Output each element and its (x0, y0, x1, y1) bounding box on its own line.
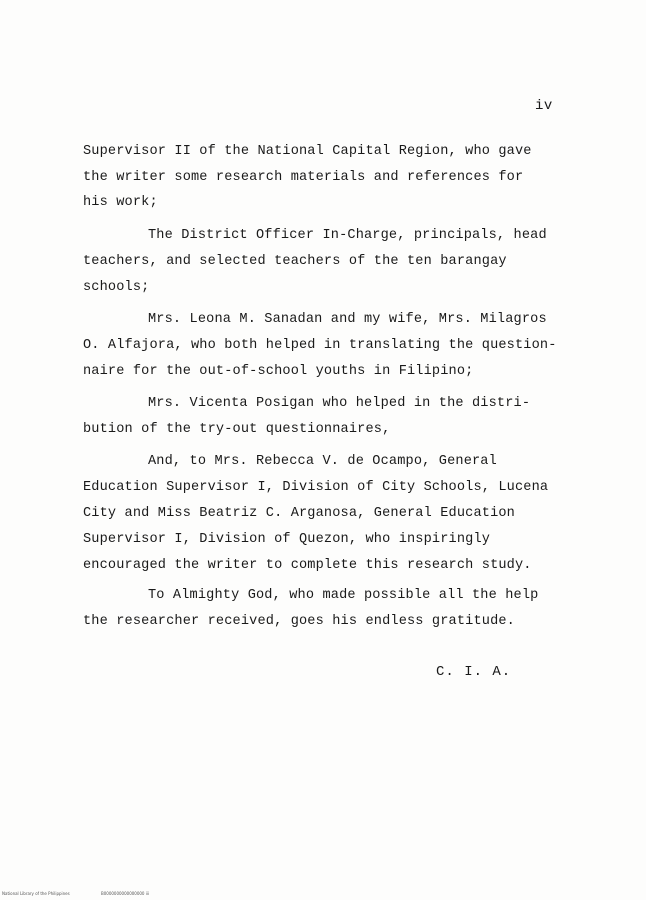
text-line: To Almighty God, who made possible all the help (148, 588, 539, 603)
text-line: the researcher received, goes his endless gratitude. (83, 614, 515, 629)
text-line: schools; (83, 280, 150, 295)
signature-initials: C. I. A. (436, 664, 512, 680)
text-line: Supervisor I, Division of Quezon, who inspiringly (83, 532, 491, 547)
text-line: encouraged the writer to complete this research study. (83, 558, 532, 573)
text-line: Mrs. Leona M. Sanadan and my wife, Mrs. Milagros (148, 312, 547, 327)
text-line: Supervisor II of the National Capital Region, who gave (83, 144, 532, 159)
text-line: City and Miss Beatriz C. Arganosa, General Education (83, 506, 515, 521)
text-line: O. Alfajora, who both helped in translating the question- (83, 338, 557, 353)
footer-library: National Library of the Philippines (2, 891, 70, 896)
text-line: bution of the try-out questionnaires, (83, 422, 391, 437)
text-line: teachers, and selected teachers of the ten barangay (83, 254, 507, 269)
text-line: naire for the out-of-school youths in Filipino; (83, 364, 474, 379)
footer-code: B0000000000000000 iii (101, 891, 150, 896)
text-line: his work; (83, 195, 158, 210)
text-line: And, to Mrs. Rebecca V. de Ocampo, General (148, 454, 497, 469)
text-line: the writer some research materials and references for (83, 170, 524, 185)
text-line: The District Officer In-Charge, principals, head (148, 228, 547, 243)
text-line: Education Supervisor I, Division of City Schools, Lucena (83, 480, 549, 495)
page-number: iv (535, 98, 553, 114)
text-line: Mrs. Vicenta Posigan who helped in the distri- (148, 396, 531, 411)
scan-footer (2, 891, 179, 896)
